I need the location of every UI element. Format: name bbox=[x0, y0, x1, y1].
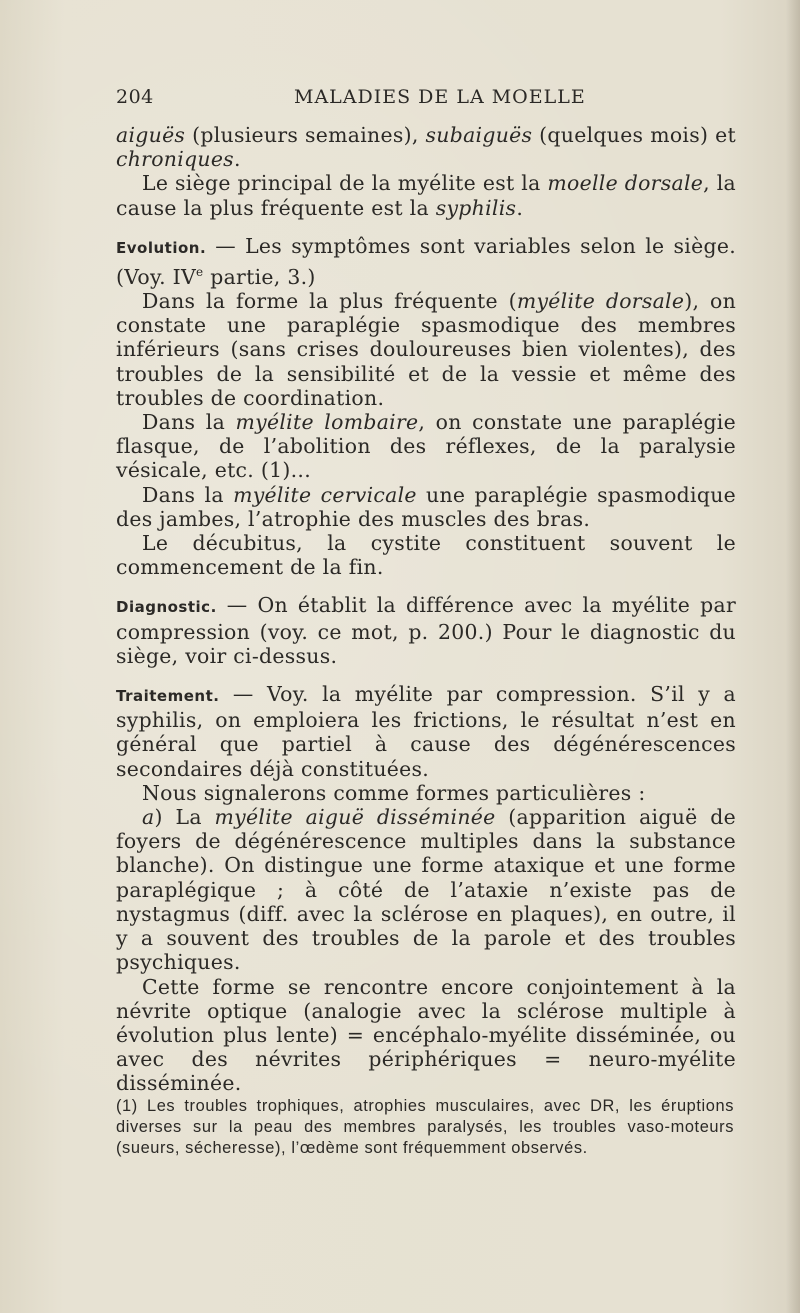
paragraph-onset-forms bbox=[116, 123, 736, 171]
text-run: Le siège principal de la myélite est la bbox=[142, 171, 548, 196]
text-run: ), on constate une paraplégie spasmodique des membres inférieurs (sans crises douloureuses bien violentes), des troubles de la sensibilité et de la vessie et même des troubles de coordination. bbox=[116, 289, 737, 410]
paragraph-nevrite-optique: Cette forme se rencontre encore conjointement à la névrite optique (analogie avec la sclérose multiple à évolution plus lente) = encéphalo-myélite disséminée, ou avec des névrites périphériques = neuro-myélite disséminée. bbox=[116, 974, 736, 1096]
section-evolution bbox=[116, 234, 736, 289]
italic-term: moelle dorsale bbox=[547, 171, 704, 196]
paragraph-cervicale bbox=[116, 483, 736, 531]
text-run: , on constate une paraplégie flasque, de l’abolition des réflexes, de la paralysie vésicale, etc. (1)... bbox=[116, 410, 736, 483]
text-run: (apparition aiguë de foyers de dégénérescence multiples dans la substance blanche). On distingue une forme ataxique et une forme paraplégique ; à côté de l’ataxie n’existe pas de nystagmus (diff. avec la sclérose en plaques), en outre, il y a souvent des troubles de la parole et des troubles psychiques. bbox=[116, 805, 737, 975]
italic-term: subaiguës bbox=[425, 123, 533, 147]
section-diagnostic bbox=[116, 593, 736, 668]
text-run: — On établit la différence avec la myélite par compression (voy. ce mot, p. 200.) Pour le diagnostic du siège, voir ci-dessus. bbox=[116, 593, 736, 668]
section-heading-evolution: Evolution. bbox=[116, 238, 207, 257]
footnote bbox=[116, 1096, 734, 1159]
text-run: Dans la bbox=[142, 482, 234, 507]
text-run: ) La bbox=[154, 805, 215, 830]
paragraph-decubitus: Le décubitus, la cystite constituent souvent le commencement de la fin. bbox=[116, 531, 736, 580]
text-run: — Les symptômes sont variables selon le siège. (Voy. IV bbox=[116, 233, 736, 289]
text-run: , la cause la plus fréquente est la bbox=[116, 171, 737, 220]
italic-term: myélite dorsale bbox=[516, 289, 685, 314]
paragraph-siege bbox=[116, 171, 736, 219]
italic-term: myélite aiguë disséminée bbox=[214, 805, 496, 830]
page-number: 204 bbox=[116, 86, 154, 108]
section-traitement bbox=[116, 682, 736, 781]
footnote-text: (1) Les troubles trophiques, atrophies musculaires, avec DR, les éruptions diverses sur la peau des membres paralysés, les troubles vaso-moteurs (sueurs, sécheresse), l’œdème sont fréquemment observés. bbox=[116, 1097, 734, 1157]
text-run: Dans la forme la plus fréquente ( bbox=[142, 289, 517, 314]
text-run: — Voy. la myélite par compression. S’il y a syphilis, on emploiera les frictions, le résultat n’est en général que partiel à cause des dégénérescences secondaires déjà constituées. bbox=[116, 682, 736, 781]
running-title: MALADIES DE LA MOELLE bbox=[294, 86, 586, 108]
section-heading-diagnostic: Diagnostic. bbox=[116, 598, 217, 617]
text-run: . bbox=[233, 147, 241, 172]
text-run: partie, 3.) bbox=[203, 264, 316, 289]
italic-term: aiguës bbox=[116, 123, 186, 147]
italic-term: chroniques bbox=[116, 147, 234, 172]
section-heading-traitement: Traitement. bbox=[116, 687, 220, 706]
page-edge-shadow bbox=[786, 0, 800, 1313]
italic-term: myélite lombaire bbox=[235, 410, 419, 435]
paragraph-formes: Nous signalerons comme formes particulières : bbox=[142, 780, 646, 805]
text-run: . bbox=[516, 195, 524, 220]
text-run: (quelques mois) et bbox=[532, 123, 736, 147]
body-text bbox=[116, 123, 736, 1096]
paragraph-myelite-disseminee bbox=[116, 805, 736, 974]
text-run: (plusieurs semaines), bbox=[185, 123, 426, 147]
text-run: Dans la bbox=[142, 410, 236, 435]
superscript: e bbox=[196, 265, 204, 280]
list-marker: a bbox=[142, 805, 155, 830]
italic-term: myélite cervicale bbox=[233, 482, 417, 507]
italic-term: syphilis bbox=[435, 195, 517, 220]
paragraph-dorsale bbox=[116, 289, 736, 410]
paragraph-lombaire bbox=[116, 410, 736, 483]
running-head bbox=[116, 86, 736, 116]
text-run: une paraplégie spasmodique des jambes, l’atrophie des muscles des bras. bbox=[116, 482, 736, 531]
